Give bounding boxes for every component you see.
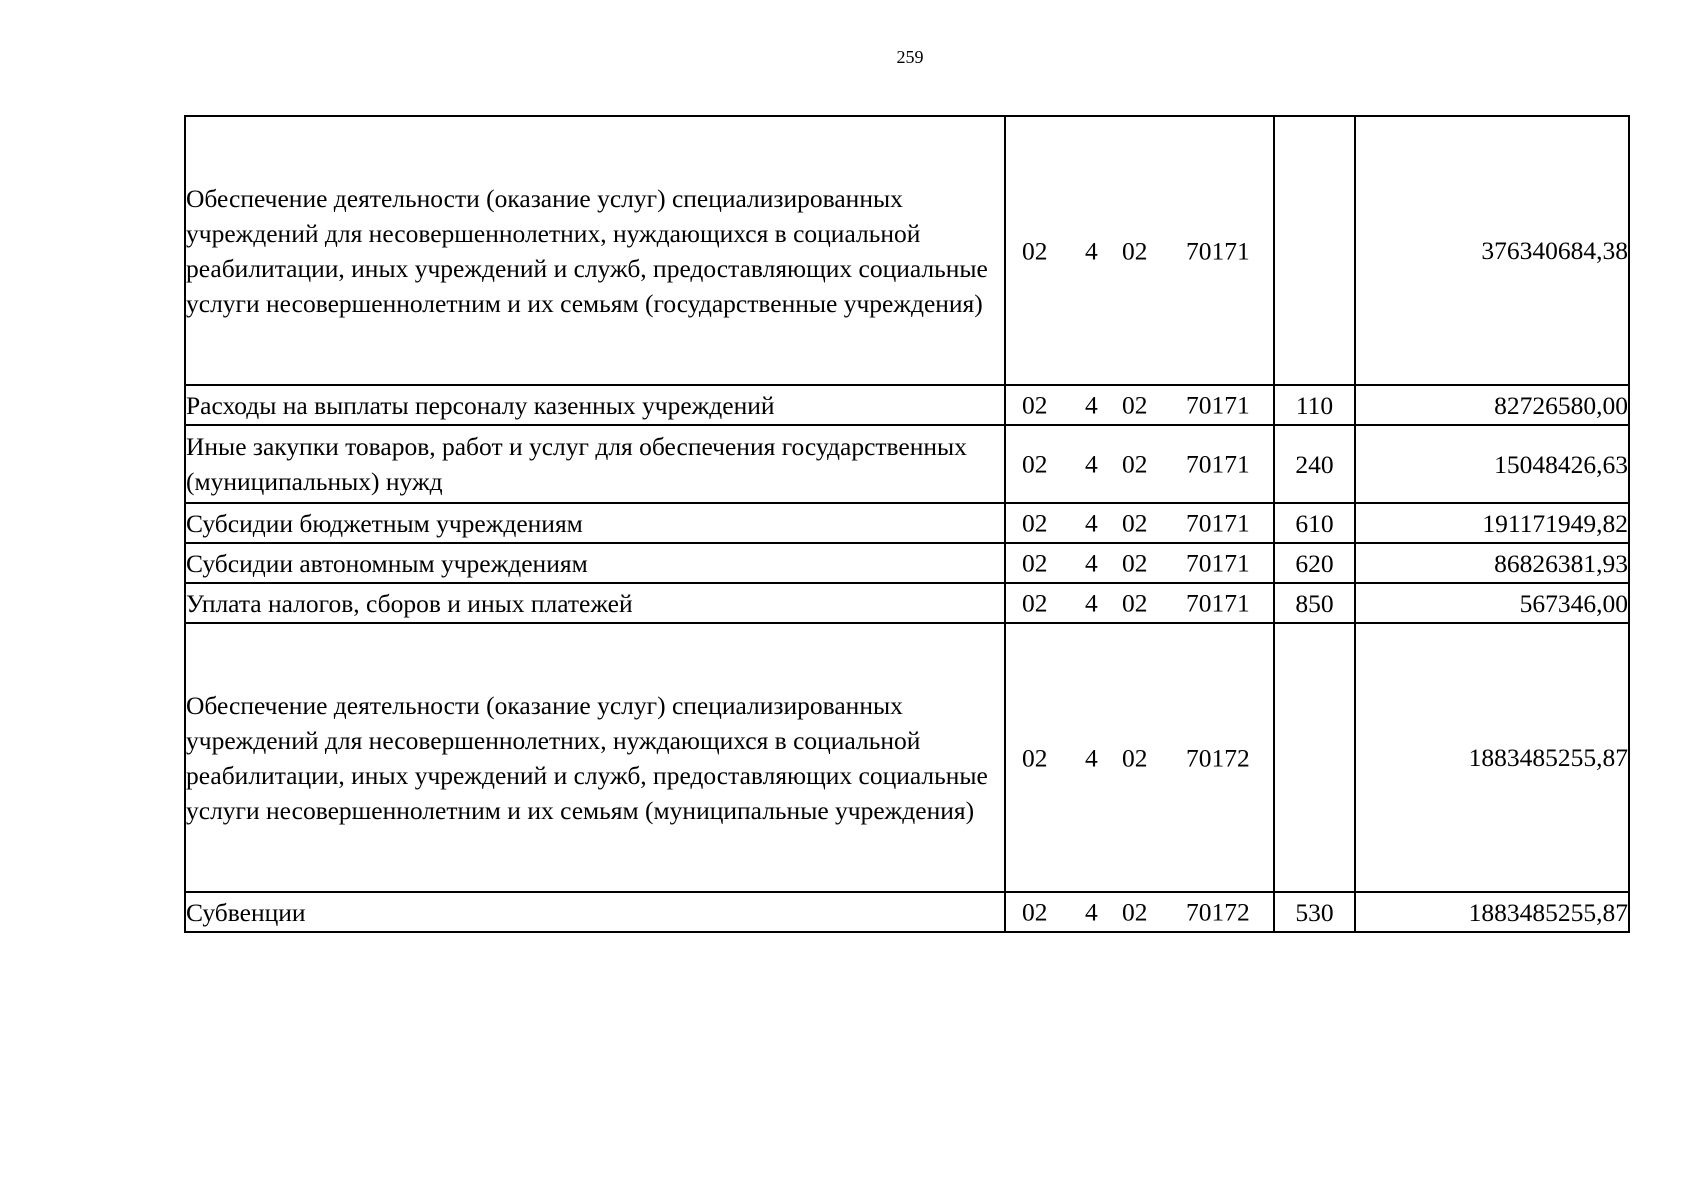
code-program: 02	[1022, 449, 1048, 479]
code-direction: 4	[1085, 390, 1098, 420]
row-amount: 1883485255,87	[1355, 623, 1629, 892]
row-target-code	[1005, 425, 1274, 503]
row-amount: 86826381,93	[1355, 543, 1629, 583]
code-program: 02	[1022, 390, 1048, 420]
row-description: Уплата налогов, сборов и иных платежей	[185, 583, 1005, 623]
table-row	[185, 583, 1629, 623]
row-amount: 191171949,82	[1355, 503, 1629, 543]
row-target-code	[1005, 543, 1274, 583]
row-expense-type: 610	[1274, 503, 1355, 543]
row-amount: 567346,00	[1355, 583, 1629, 623]
row-description: Субсидии автономным учреждениям	[185, 543, 1005, 583]
code-direction: 4	[1085, 897, 1098, 927]
row-target-code	[1005, 623, 1274, 892]
code-program: 02	[1022, 548, 1048, 578]
row-target-code	[1005, 892, 1274, 932]
code-expense-item: 70172	[1186, 897, 1250, 927]
row-amount: 82726580,00	[1355, 385, 1629, 425]
table-row	[185, 503, 1629, 543]
table-row	[185, 623, 1629, 892]
code-expense-item: 70171	[1186, 390, 1250, 420]
row-amount: 15048426,63	[1355, 425, 1629, 503]
code-direction: 4	[1085, 743, 1098, 772]
row-target-code	[1005, 583, 1274, 623]
code-subprogram: 02	[1122, 743, 1148, 772]
code-subprogram: 02	[1122, 897, 1148, 927]
code-expense-item: 70171	[1186, 588, 1250, 618]
table-row	[185, 425, 1629, 503]
code-subprogram: 02	[1122, 548, 1148, 578]
row-description: Субвенции	[185, 892, 1005, 932]
row-expense-type: 530	[1274, 892, 1355, 932]
code-expense-item: 70171	[1186, 449, 1250, 479]
code-expense-item: 70171	[1186, 548, 1250, 578]
row-target-code	[1005, 503, 1274, 543]
code-program: 02	[1022, 743, 1048, 772]
table-row	[185, 116, 1629, 385]
code-direction: 4	[1085, 508, 1098, 538]
code-expense-item: 70172	[1186, 743, 1250, 772]
row-amount: 1883485255,87	[1355, 892, 1629, 932]
code-expense-item: 70171	[1186, 508, 1250, 538]
code-program: 02	[1022, 588, 1048, 618]
row-expense-type: 850	[1274, 583, 1355, 623]
code-subprogram: 02	[1122, 449, 1148, 479]
page-number: 259	[896, 47, 924, 67]
row-description: Расходы на выплаты персоналу казенных учреждений	[185, 385, 1005, 425]
code-direction: 4	[1085, 548, 1098, 578]
table-row	[185, 892, 1629, 932]
code-program: 02	[1022, 236, 1048, 265]
row-expense-type	[1274, 116, 1355, 385]
row-target-code	[1005, 385, 1274, 425]
code-subprogram: 02	[1122, 588, 1148, 618]
table-row	[185, 543, 1629, 583]
row-target-code	[1005, 116, 1274, 385]
code-subprogram: 02	[1122, 390, 1148, 420]
row-expense-type: 110	[1274, 385, 1355, 425]
row-description: Иные закупки товаров, работ и услуг для обеспечения государственных (муниципальных) нужд	[185, 425, 1005, 503]
budget-table	[184, 115, 1630, 933]
table-row	[185, 385, 1629, 425]
code-direction: 4	[1085, 236, 1098, 265]
row-expense-type: 240	[1274, 425, 1355, 503]
row-description: Обеспечение деятельности (оказание услуг) специализированных учреждений для несовершеннолетних, нуждающихся в социальной реабилитации, иных учреждений и служб, предоставляющих социальные услуги несовершеннолетним и их семьям (муниципальные учреждения)	[185, 623, 1005, 892]
code-program: 02	[1022, 508, 1048, 538]
code-direction: 4	[1085, 588, 1098, 618]
code-direction: 4	[1085, 449, 1098, 479]
row-amount: 376340684,38	[1355, 116, 1629, 385]
row-description: Субсидии бюджетным учреждениям	[185, 503, 1005, 543]
code-expense-item: 70171	[1186, 236, 1250, 265]
row-expense-type	[1274, 623, 1355, 892]
code-program: 02	[1022, 897, 1048, 927]
code-subprogram: 02	[1122, 236, 1148, 265]
row-expense-type: 620	[1274, 543, 1355, 583]
row-description: Обеспечение деятельности (оказание услуг) специализированных учреждений для несовершеннолетних, нуждающихся в социальной реабилитации, иных учреждений и служб, предоставляющих социальные услуги несовершеннолетним и их семьям (государственные учреждения)	[185, 116, 1005, 385]
code-subprogram: 02	[1122, 508, 1148, 538]
